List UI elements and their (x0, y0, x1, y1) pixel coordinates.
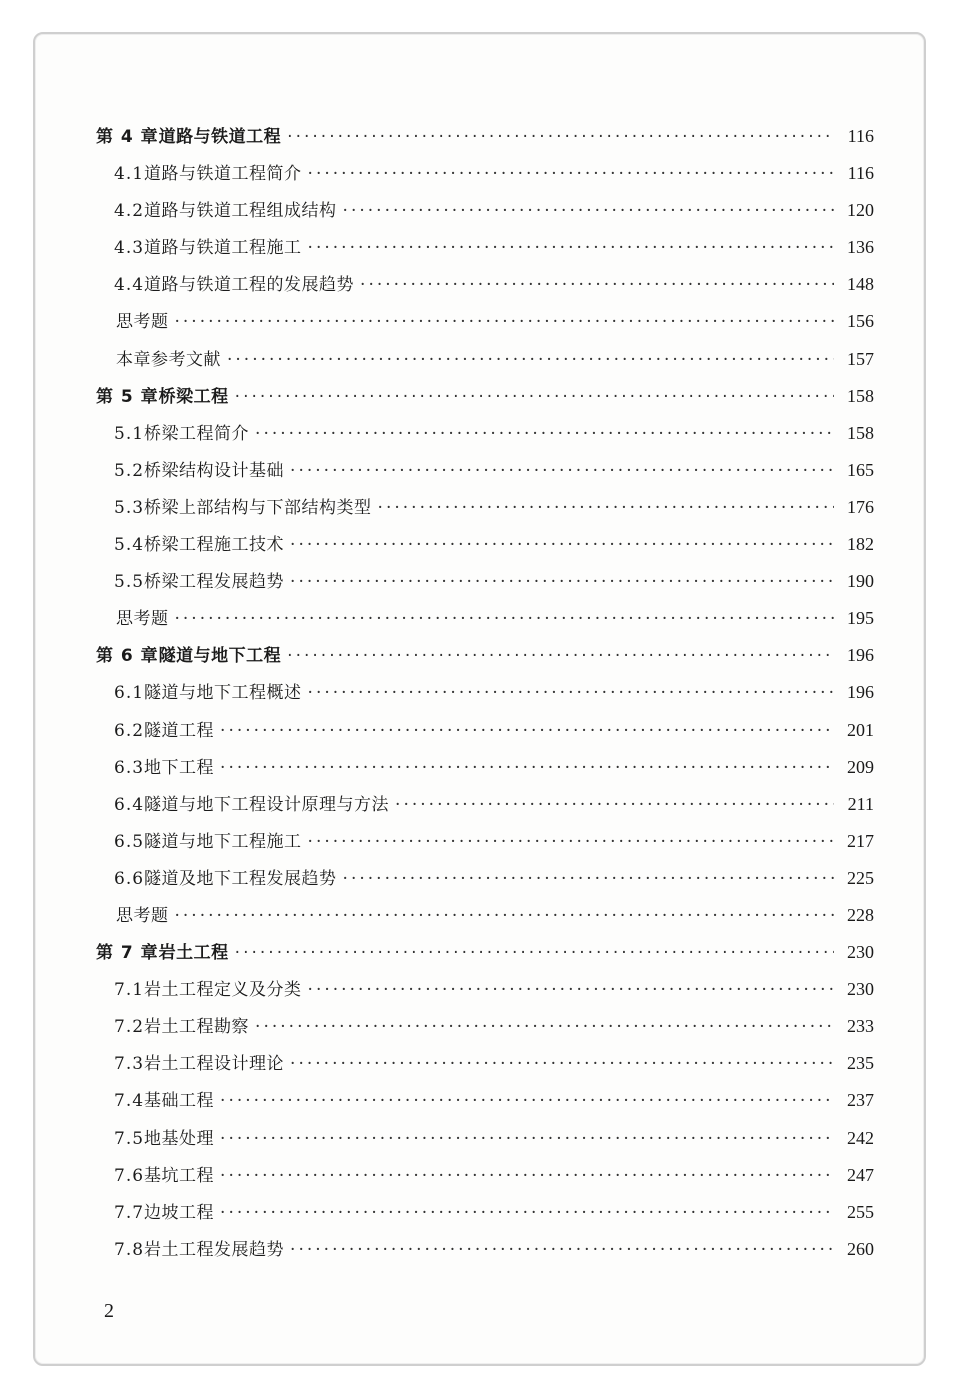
toc-entry-page-number: 235 (847, 1053, 874, 1074)
toc-section-row (96, 419, 874, 456)
toc-entry-number: 7.4 (114, 1091, 145, 1112)
toc-entry-number: 4.3 (114, 238, 145, 259)
toc-entry-number: 5.2 (114, 460, 145, 481)
toc-section-row (96, 1198, 874, 1235)
toc-entry-title: 岩土工程定义及分类 (144, 980, 302, 1001)
toc-entry-page-number: 157 (847, 348, 874, 369)
dot-leader (175, 609, 835, 629)
toc-entry-number: 7.8 (114, 1239, 145, 1260)
toc-entry-title: 道路与铁道工程的发展趋势 (144, 275, 355, 296)
toc-chapter-row (96, 122, 874, 159)
toc-entry-title: 桥梁工程施工技术 (144, 535, 285, 556)
toc-chapter-row (96, 641, 874, 678)
toc-entry-number: 6.2 (114, 720, 145, 741)
dot-leader (308, 238, 834, 258)
toc-entry-title: 桥梁上部结构与下部结构类型 (144, 497, 372, 518)
dot-leader (175, 312, 835, 332)
toc-entry-page-number: 228 (847, 904, 874, 925)
toc-entry-page-number: 230 (847, 942, 874, 963)
toc-section-row (96, 196, 874, 233)
dot-leader (308, 980, 834, 1000)
toc-entry-number: 6.6 (114, 868, 145, 889)
toc-entry-title: 隧道与地下工程施工 (144, 831, 302, 852)
toc-entry-page-number: 116 (847, 126, 874, 146)
toc-entry-number: 第 6 章 (96, 646, 159, 667)
dot-leader (308, 164, 834, 184)
toc-entry-page-number: 156 (847, 311, 874, 332)
toc-entry-page-number: 196 (847, 645, 874, 666)
dot-leader (290, 1054, 834, 1074)
dot-leader (290, 1240, 834, 1260)
dot-leader (287, 646, 834, 666)
toc-chapter-row (96, 382, 874, 419)
toc-section-row (96, 1012, 874, 1049)
toc-entry-page-number: 158 (847, 422, 874, 443)
dot-leader (308, 683, 834, 703)
dot-leader (378, 498, 834, 518)
dot-leader (290, 572, 834, 592)
toc-entry-page-number: 158 (847, 385, 874, 406)
dot-leader (235, 943, 834, 963)
toc-chapter-row (96, 938, 874, 975)
toc-entry-title: 道路与铁道工程 (158, 127, 282, 147)
toc-entry-number: 5.4 (114, 535, 145, 556)
toc-section-row (96, 827, 874, 864)
toc-section-row (96, 493, 874, 530)
toc-entry-title: 本章参考文献 (116, 349, 221, 370)
toc-entry-title: 道路与铁道工程简介 (144, 164, 302, 185)
toc-entry-title: 基坑工程 (144, 1165, 215, 1186)
dot-leader (290, 535, 834, 555)
dot-leader (227, 350, 834, 370)
toc-entry-title: 隧道与地下工程概述 (144, 683, 302, 704)
toc-misc-row (96, 604, 874, 641)
toc-entry-page-number: 201 (847, 719, 874, 740)
toc-entry-title: 隧道与地下工程设计原理与方法 (144, 794, 390, 815)
dot-leader (220, 1091, 834, 1111)
toc-entry-page-number: 260 (847, 1238, 874, 1259)
toc-section-row (96, 753, 874, 790)
toc-entry-number: 7.2 (114, 1017, 145, 1038)
toc-section-row (96, 1124, 874, 1161)
toc-entry-number: 7.6 (114, 1165, 145, 1186)
toc-entry-page-number: 165 (847, 459, 874, 480)
toc-section-row (96, 233, 874, 270)
toc-entry-number: 6.4 (114, 794, 145, 815)
toc-entry-number: 6.3 (114, 757, 145, 778)
dot-leader (220, 1203, 834, 1223)
toc-entry-title: 思考题 (116, 312, 169, 333)
toc-entry-number: 5.3 (114, 497, 145, 518)
dot-leader (175, 906, 835, 926)
toc-entry-title: 岩土工程勘察 (144, 1017, 250, 1038)
toc-entry-title: 桥梁结构设计基础 (144, 460, 285, 481)
dot-leader (220, 1166, 834, 1186)
table-of-contents (96, 122, 874, 1272)
dot-leader (343, 869, 834, 889)
dot-leader (220, 721, 834, 741)
toc-entry-number: 7.5 (114, 1128, 145, 1149)
toc-section-row (96, 1235, 874, 1272)
toc-entry-number: 5.1 (114, 423, 145, 444)
toc-entry-title: 地基处理 (144, 1128, 215, 1149)
toc-entry-page-number: 190 (847, 571, 874, 592)
dot-leader (255, 1017, 834, 1037)
toc-entry-title: 岩土工程设计理论 (144, 1054, 285, 1075)
toc-entry-title: 桥梁工程发展趋势 (144, 572, 285, 593)
toc-entry-title: 隧道与地下工程 (158, 646, 282, 667)
toc-entry-number: 4.1 (114, 164, 145, 185)
toc-entry-page-number: 116 (847, 163, 874, 184)
toc-entry-page-number: 195 (847, 608, 874, 629)
dot-leader (255, 424, 834, 444)
toc-section-row (96, 567, 874, 604)
toc-section-row (96, 864, 874, 901)
toc-section-row (96, 1161, 874, 1198)
toc-entry-number: 5.5 (114, 572, 145, 593)
toc-entry-title: 桥梁工程简介 (144, 423, 250, 444)
toc-entry-title: 道路与铁道工程施工 (144, 238, 302, 259)
dot-leader (360, 275, 834, 295)
toc-entry-page-number: 136 (847, 237, 874, 258)
toc-entry-title: 岩土工程 (158, 943, 229, 964)
toc-entry-number: 7.3 (114, 1054, 145, 1075)
toc-entry-title: 桥梁工程 (158, 386, 229, 407)
toc-entry-page-number: 242 (847, 1127, 874, 1148)
toc-section-row (96, 456, 874, 493)
toc-section-row (96, 790, 874, 827)
toc-entry-page-number: 217 (847, 830, 874, 851)
toc-entry-number: 4.2 (114, 201, 145, 222)
toc-entry-number: 6.5 (114, 831, 145, 852)
toc-entry-title: 岩土工程发展趋势 (144, 1239, 285, 1260)
dot-leader (287, 127, 834, 147)
toc-section-row (96, 975, 874, 1012)
toc-entry-page-number: 182 (847, 534, 874, 555)
toc-entry-page-number: 247 (847, 1164, 874, 1185)
toc-entry-page-number: 233 (847, 1016, 874, 1037)
toc-entry-page-number: 230 (847, 979, 874, 1000)
toc-entry-page-number: 255 (847, 1201, 874, 1222)
toc-entry-title: 道路与铁道工程组成结构 (144, 201, 337, 222)
page-number-footer: 2 (104, 1300, 114, 1322)
dot-leader (220, 1129, 834, 1149)
toc-section-row (96, 270, 874, 307)
toc-section-row (96, 716, 874, 753)
toc-entry-title: 隧道及地下工程发展趋势 (144, 868, 337, 889)
toc-entry-page-number: 211 (847, 793, 874, 814)
toc-entry-title: 思考题 (116, 905, 169, 926)
toc-entry-title: 基础工程 (144, 1091, 215, 1112)
toc-entry-page-number: 120 (847, 200, 874, 221)
toc-misc-row (96, 307, 874, 344)
dot-leader (235, 387, 834, 407)
toc-misc-row (96, 345, 874, 382)
toc-entry-page-number: 148 (847, 274, 874, 295)
toc-entry-number: 7.1 (114, 980, 145, 1001)
toc-section-row (96, 1086, 874, 1123)
toc-entry-page-number: 237 (847, 1090, 874, 1111)
toc-entry-title: 边坡工程 (144, 1202, 215, 1223)
dot-leader (290, 461, 834, 481)
toc-section-row (96, 159, 874, 196)
toc-misc-row (96, 901, 874, 938)
dot-leader (343, 201, 834, 221)
toc-entry-page-number: 209 (847, 756, 874, 777)
toc-entry-title: 地下工程 (144, 757, 215, 778)
dot-leader (308, 832, 834, 852)
toc-entry-page-number: 196 (847, 682, 874, 703)
toc-entry-title: 思考题 (116, 609, 169, 630)
dot-leader (395, 795, 834, 815)
toc-entry-title: 隧道工程 (144, 720, 215, 741)
toc-entry-number: 6.1 (114, 683, 145, 704)
toc-entry-number: 7.7 (114, 1202, 145, 1223)
toc-section-row (96, 530, 874, 567)
toc-entry-page-number: 176 (847, 496, 874, 517)
toc-section-row (96, 678, 874, 715)
toc-entry-number: 第 5 章 (96, 386, 159, 407)
toc-entry-number: 第 7 章 (96, 943, 159, 964)
toc-entry-page-number: 225 (847, 867, 874, 888)
dot-leader (220, 758, 834, 778)
toc-section-row (96, 1049, 874, 1086)
toc-entry-number: 第 4 章 (96, 127, 159, 147)
toc-entry-number: 4.4 (114, 275, 145, 296)
